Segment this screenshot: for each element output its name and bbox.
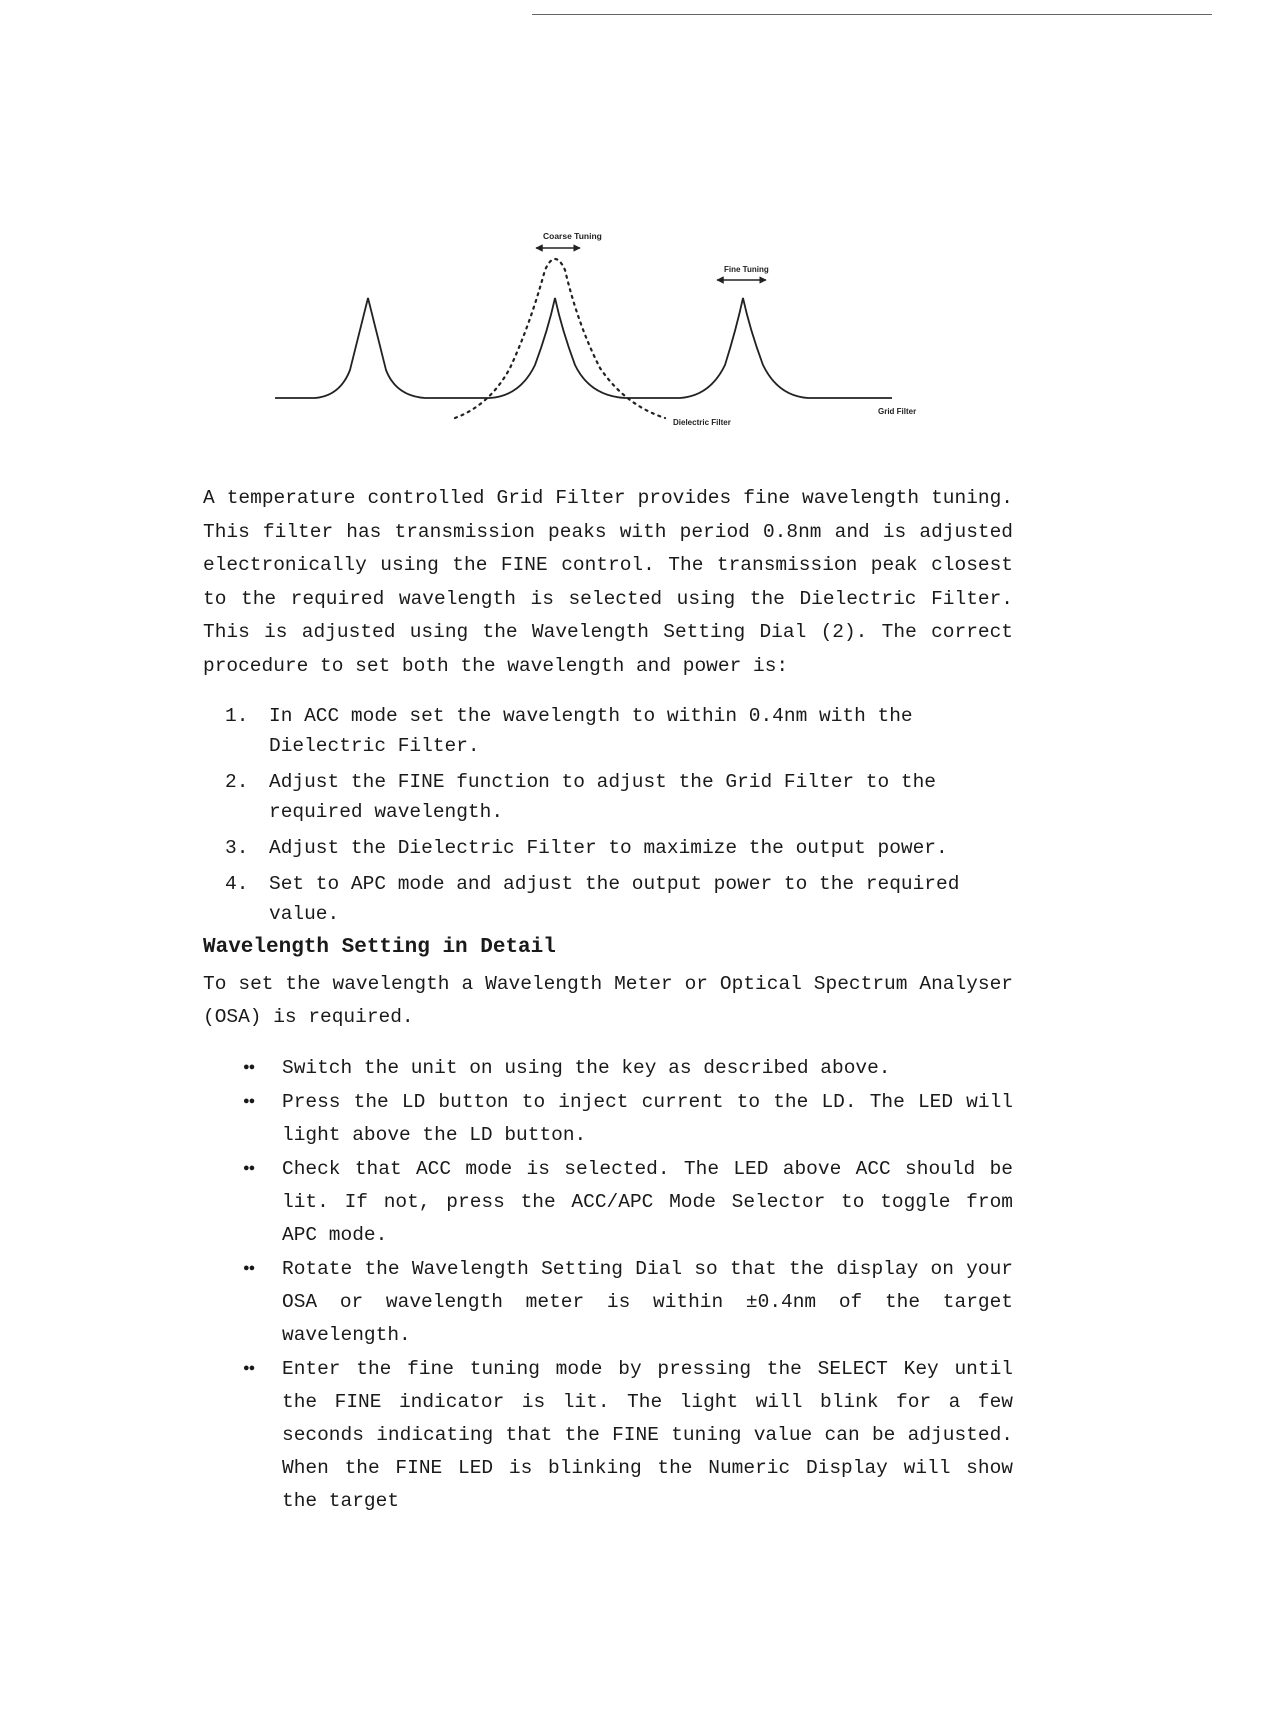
section-heading: Wavelength Setting in Detail [203, 936, 556, 959]
procedure-steps [203, 701, 1013, 935]
bullet-icon: ●● [243, 1163, 255, 1175]
coarse-tuning-label: Coarse Tuning [543, 231, 602, 241]
list-item: ●● Rotate the Wavelength Setting Dial so that the display on your OSA or wavelength meter is within ±0.4nm of the target wavelength. [203, 1253, 1013, 1352]
filter-tuning-diagram [260, 220, 960, 440]
list-item: 3. Adjust the Dielectric Filter to maximize the output power. [225, 837, 948, 859]
list-item: 2. Adjust the FINE function to adjust the Grid Filter to the required wavelength. [225, 771, 937, 823]
list-item: ●● Check that ACC mode is selected. The LED above ACC should be lit. If not, press the ACC/APC Mode Selector to toggle from APC mode. [203, 1153, 1013, 1252]
bullet-icon: ●● [243, 1263, 255, 1275]
list-item: ●● Press the LD button to inject current to the LD. The LED will light above the LD button. [203, 1086, 1013, 1152]
intro-paragraph: A temperature controlled Grid Filter provides fine wavelength tuning. This filter has transmission peaks with period 0.8nm and is adjusted electronically using the FINE control. The transmission peak closest to the required wavelength is selected using the Dielectric Filter. This is adjusted using the Wavelength Setting Dial (2). The correct procedure to set both the wavelength and power is: [203, 487, 1013, 677]
list-item: ●● Switch the unit on using the key as described above. [203, 1052, 1013, 1085]
grid-filter-label: Grid Filter [878, 407, 917, 416]
dielectric-filter-curve [455, 259, 665, 418]
list-item: 4. Set to APC mode and adjust the output power to the required value. [225, 873, 960, 925]
bullet-icon: ●● [243, 1363, 255, 1375]
bullet-icon: ●● [243, 1062, 255, 1074]
section-intro: To set the wavelength a Wavelength Meter or Optical Spectrum Analyser (OSA) is required. [203, 973, 1013, 1028]
detail-bullets [203, 1052, 1013, 1519]
list-item: ●● Enter the fine tuning mode by pressing the SELECT Key until the FINE indicator is lit. The light will blink for a few seconds indicating that the FINE tuning value can be adjusted. When the FINE LED is blinking the Numeric Display will show the target [203, 1353, 1013, 1518]
fine-tuning-label: Fine Tuning [724, 265, 769, 274]
top-rule [532, 14, 1212, 15]
list-item: 1. In ACC mode set the wavelength to within 0.4nm with the Dielectric Filter. [225, 705, 913, 757]
dielectric-filter-label: Dielectric Filter [673, 418, 731, 427]
grid-filter-curve [275, 298, 892, 398]
bullet-icon: ●● [243, 1096, 255, 1108]
